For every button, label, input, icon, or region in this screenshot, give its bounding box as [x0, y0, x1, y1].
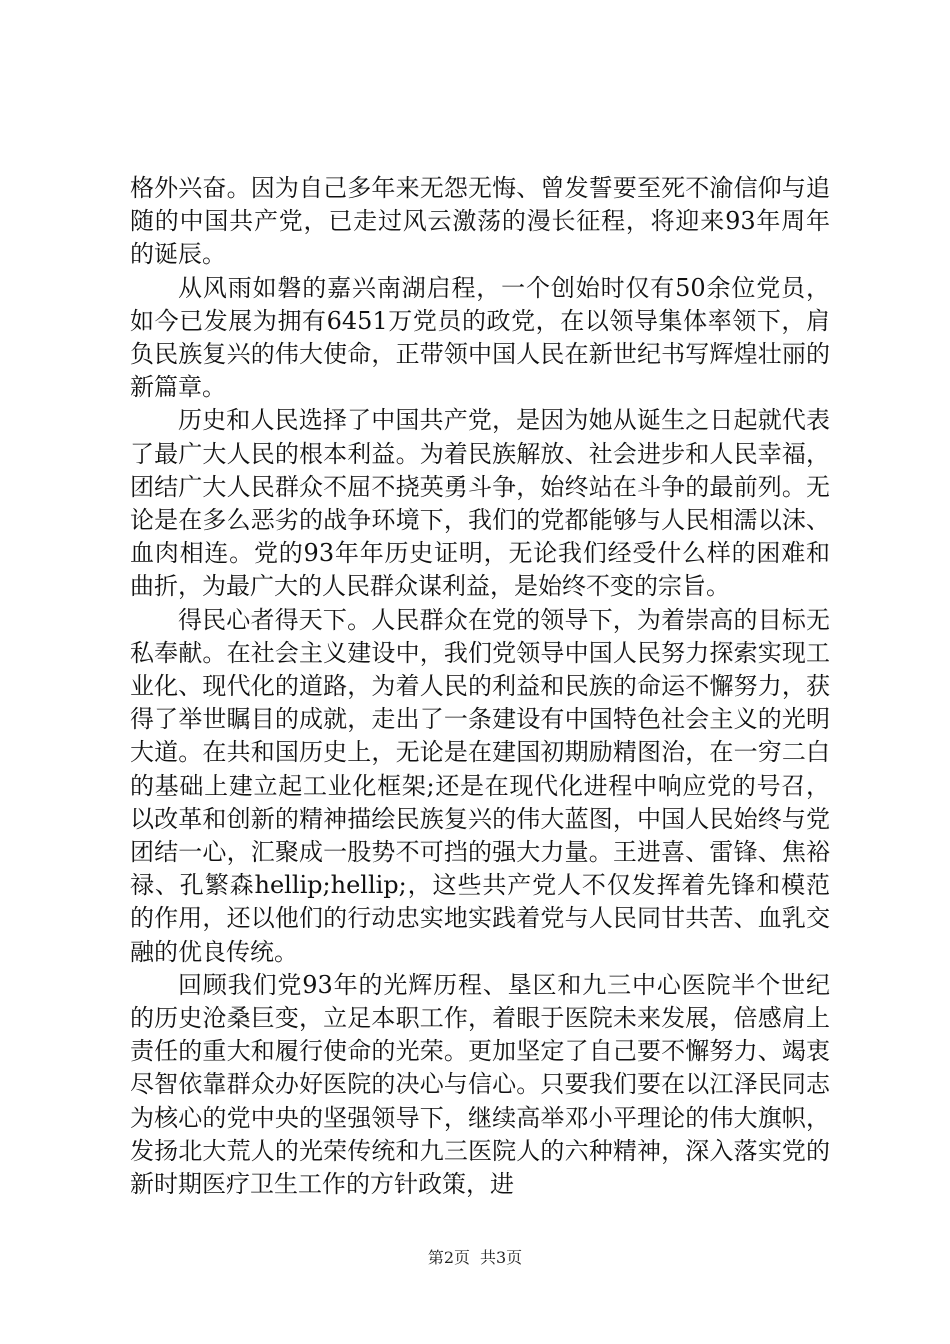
- paragraph: 得民心者得天下。人民群众在党的领导下，为着崇高的目标无私奉献。在社会主义建设中，我们党领导中国人民努力探索实现工业化、现代化的道路，为着人民的利益和民族的命运不懈努力，获得了举世瞩目的成就，走出了一条建设有中国特色社会主义的光明大道。在共和国历史上，无论是在建国初期励精图治，在一穷二白的基础上建立起工业化框架;还是在现代化进程中响应党的号召，以改革和创新的精神描绘民族复兴的伟大蓝图，中国人民始终与党团结一心，汇聚成一股势不可挡的强大力量。王进喜、雷锋、焦裕禄、孔繁森hellip;hellip;，这些共产党人不仅发挥着先锋和模范的作用，还以他们的行动忠实地实践着党与人民同甘共苦、血乳交融的优良传统。: [130, 605, 830, 966]
- paragraph-continuation: 格外兴奋。因为自己多年来无怨无悔、曾发誓要至死不渝信仰与追随的中国共产党，已走过风云激荡的漫长征程，将迎来93年周年的诞辰。: [130, 174, 830, 269]
- paragraph: 历史和人民选择了中国共产党，是因为她从诞生之日起就代表了最广大人民的根本利益。为着民族解放、社会进步和人民幸福，团结广大人民群众不屈不挠英勇斗争，始终站在斗争的最前列。无论是在多么恶劣的战争环境下，我们的党都能够与人民相濡以沫、血肉相连。党的93年年历史证明，无论我们经受什么样的困难和曲折，为最广大的人民群众谋利益，是始终不变的宗旨。: [130, 406, 830, 601]
- paragraph: 从风雨如磐的嘉兴南湖启程，一个创始时仅有50余位党员，如今已发展为拥有6451万党员的政党，在以领导集体率领下，肩负民族复兴的伟大使命，正带领中国人民在新世纪书写辉煌壮丽的新篇章。: [130, 273, 830, 402]
- page-footer: [0, 1245, 950, 1268]
- page-number-total: 共3页: [480, 1248, 523, 1267]
- paragraph: 回顾我们党93年的光辉历程、垦区和九三中心医院半个世纪的历史沧桑巨变，立足本职工作，着眼于医院未来发展，倍感肩上责任的重大和履行使命的光荣。更加坚定了自己要不懈努力、竭衷尽智依靠群众办好医院的决心与信心。只要我们要在以江泽民同志为核心的党中央的坚强领导下，继续高举邓小平理论的伟大旗帜，发扬北大荒人的光荣传统和九三医院人的六种精神，深入落实党的新时期医疗卫生工作的方针政策，进: [130, 970, 830, 1199]
- page-number-current: 第2页: [427, 1248, 470, 1267]
- document-body: [130, 172, 830, 1201]
